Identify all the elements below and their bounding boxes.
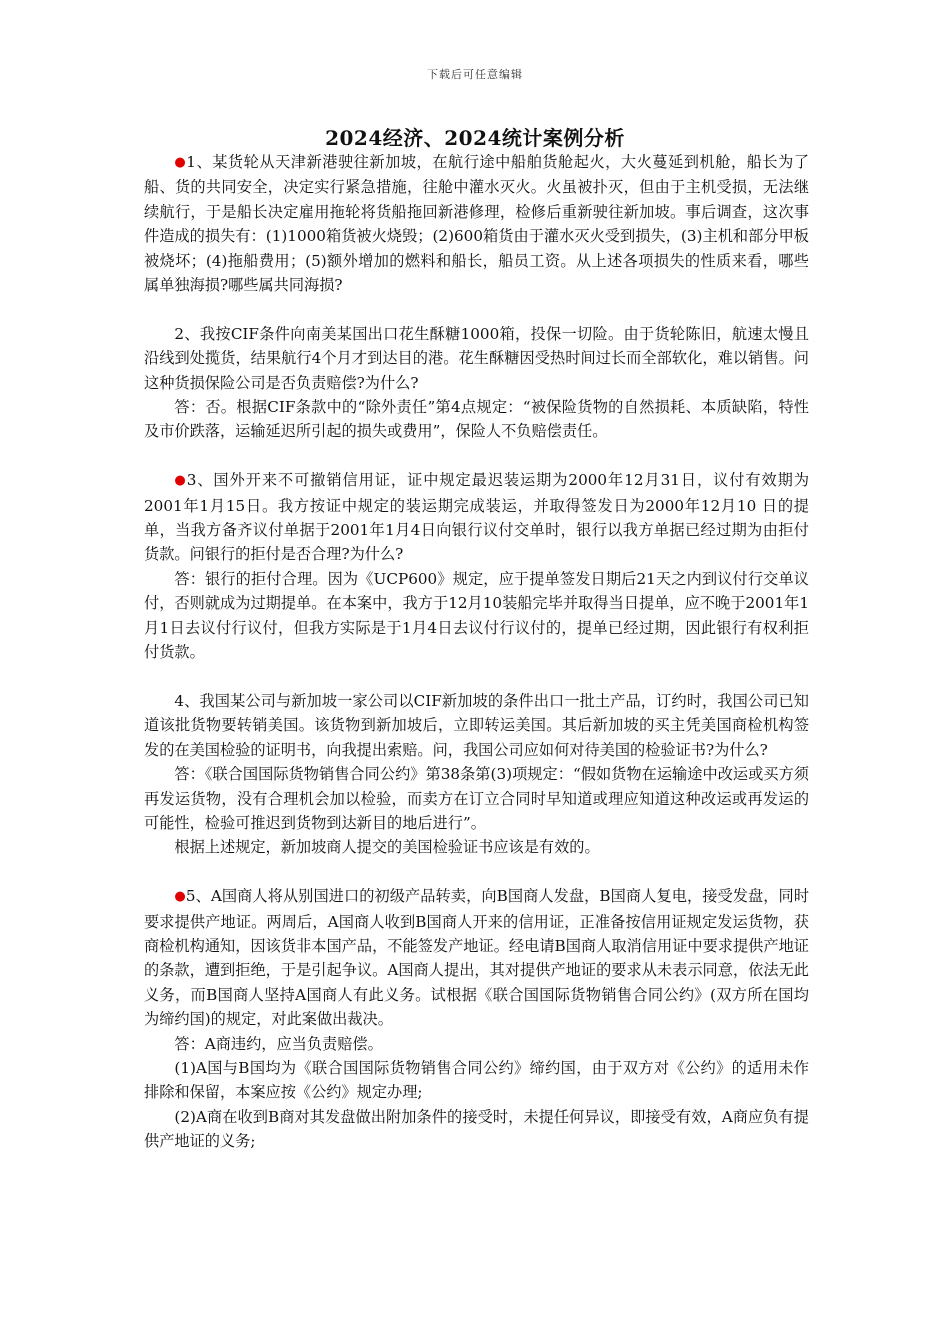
case-2-answer: 答：否。根据CIF条款中的“除外责任”第4点规定：“被保险货物的自然损耗、本质缺陷，特性及市价跌落，运输延迟所引起的损失或费用”，保险人不负赔偿责任。 xyxy=(144,398,809,441)
document-title: 2024经济、2024统计案例分析 xyxy=(325,126,625,150)
red-bullet-icon: ● xyxy=(174,155,187,170)
case-4-answer: 答：《联合国国际货物销售合同公约》第38条第(3)项规定：“假如货物在运输途中改运或买方须再发运货物，没有合理机会加以检验，而卖方在订立合同时早知道或理应知道这种改运或再发运的可能性，检验可推迟到货物到达新目的地后进行”。 xyxy=(144,765,809,832)
case-5-question: ●5、A国商人将从别国进口的初级产品转卖，向B国商人发盘，B国商人复电，接受发盘，同时要求提供产地证。两周后，A国商人收到B国商人开来的信用证，正准备按信用证规定发运货物，获商检机构通知，因该货非本国产品，不能签发产地证。经电请B国商人取消信用证中要求提供产地证的条款，遭到拒绝，于是引起争议。A国商人提出，其对提供产地证的要求从未表示同意，依法无此义务，而B国商人坚持A国商人有此义务。试根据《联合国国际货物销售合同公约》(双方所在国均为缔约国)的规定，对此案做出裁决。 xyxy=(144,887,810,1029)
document-body xyxy=(144,150,809,1154)
case-4-conclusion: 根据上述规定，新加坡商人提交的美国检验证书应该是有效的。 xyxy=(174,838,600,857)
case-2-question: 2、我按CIF条件向南美某国出口花生酥糖1000箱，投保一切险。由于货轮陈旧，航速太慢且沿线到处揽货，结果航行4个月才到达目的港。花生酥糖因受热时间过长而全部软化，难以销售。问这种货损保险公司是否负责赔偿?为什么? xyxy=(144,324,809,392)
case-3-question: ●3、国外开来不可撤销信用证，证中规定最迟装运期为2000年12月31日，议付有效期为2001年1月15日。我方按证中规定的装运期完成装运，并取得签发日为2000年12月10 日的提单，当我方备齐议付单据于2001年1月4日向银行议付交单时，银行以我方单据已经过期为由拒付货款。问银行的拒付是否合理?为什么? xyxy=(144,471,810,564)
case-5-point-2: (2)A商在收到B商对其发盘做出附加条件的接受时，未提任何异议，即接受有效，A商应负有提供产地证的义务; xyxy=(144,1107,809,1151)
case-3-answer: 答：银行的拒付合理。因为《UCP600》规定，应于提单签发日期后21天之内到议付行交单议付，否则就成为过期提单。在本案中，我方于12月10装船完毕并取得当日提单，应不晚于2001年1月1日去议付行议付，但我方实际是于1月4日去议付行议付的，提单已经过期，因此银行有权利拒付货款。 xyxy=(144,569,809,662)
red-bullet-icon: ● xyxy=(174,473,187,489)
case-4-question: 4、我国某公司与新加坡一家公司以CIF新加坡的条件出口一批土产品，订约时，我国公司已知道该批货物要转销美国。该货物到新加坡后，立即转运美国。其后新加坡的买主凭美国商检机构签发的在美国检验的证明书，向我提出索赔。问，我国公司应如何对待美国的检验证书?为什么? xyxy=(144,691,809,759)
case-5-answer: 答：A商违约，应当负责赔偿。 xyxy=(174,1034,383,1053)
red-bullet-icon: ● xyxy=(174,889,186,905)
case-1-question: ●1、某货轮从天津新港驶往新加坡，在航行途中船舶货舱起火，大火蔓延到机舱，船长为了船、货的共同安全，决定实行紧急措施，往舱中灌水灭火。火虽被扑灭，但由于主机受损，无法继续航行，于是船长决定雇用拖轮将货船拖回新港修理，检修后重新驶往新加坡。事后调查，这次事件造成的损失有：(1)1000箱货被火烧毁；(2)600箱货由于灌水灭火受到损失，(3)主机和部分甲板被烧坏；(4)拖船费用；(5)额外增加的燃料和船长，船员工资。从上述各项损失的性质来看，哪些属单独海损?哪些属共同海损? xyxy=(144,153,810,295)
download-note: 下载后可任意编辑 xyxy=(427,68,523,81)
case-5-point-1: (1)A国与B国均为《联合国国际货物销售合同公约》缔约国，由于双方对《公约》的适用未作排除和保留，本案应按《公约》规定办理; xyxy=(144,1058,809,1102)
